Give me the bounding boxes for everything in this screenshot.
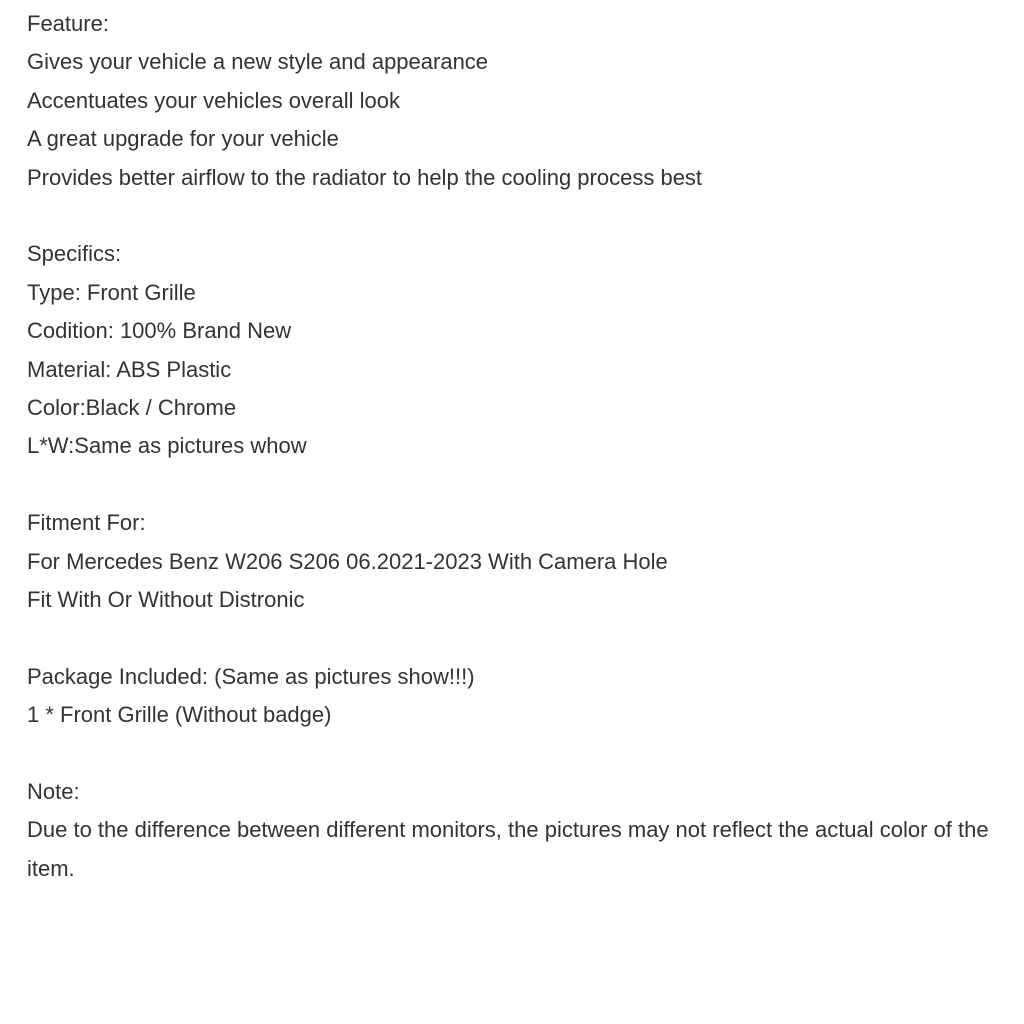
package-heading: Package Included: (Same as pictures show!!!) [27,663,475,689]
section-spacer [27,466,1007,504]
note-text: Due to the difference between different monitors, the pictures may not reflect the actual color of the item. [27,817,989,881]
section-spacer [27,197,1007,235]
product-description [27,5,1007,888]
note-heading: Note: [27,779,80,805]
specifics-item: Codition: 100% Brand New [27,318,292,344]
specifics-item: L*W:Same as pictures whow [27,433,307,459]
specifics-item: Type: Front Grille [27,279,196,305]
feature-item: Gives your vehicle a new style and appearance [27,49,489,75]
fitment-item: For Mercedes Benz W206 S206 06.2021-2023 With Camera Hole [27,548,668,574]
feature-item: A great upgrade for your vehicle [27,126,339,152]
specifics-heading: Specifics: [27,241,122,267]
section-spacer [27,619,1007,657]
feature-item: Provides better airflow to the radiator to help the cooling process best [27,164,703,190]
specifics-item: Material: ABS Plastic [27,356,232,382]
fitment-item: Fit With Or Without Distronic [27,587,305,613]
package-item: 1 * Front Grille (Without badge) [27,702,332,728]
fitment-heading: Fitment For: [27,510,146,536]
feature-item: Accentuates your vehicles overall look [27,87,400,113]
feature-heading: Feature: [27,11,109,36]
specifics-item: Color:Black / Chrome [27,395,237,421]
section-spacer [27,735,1007,773]
